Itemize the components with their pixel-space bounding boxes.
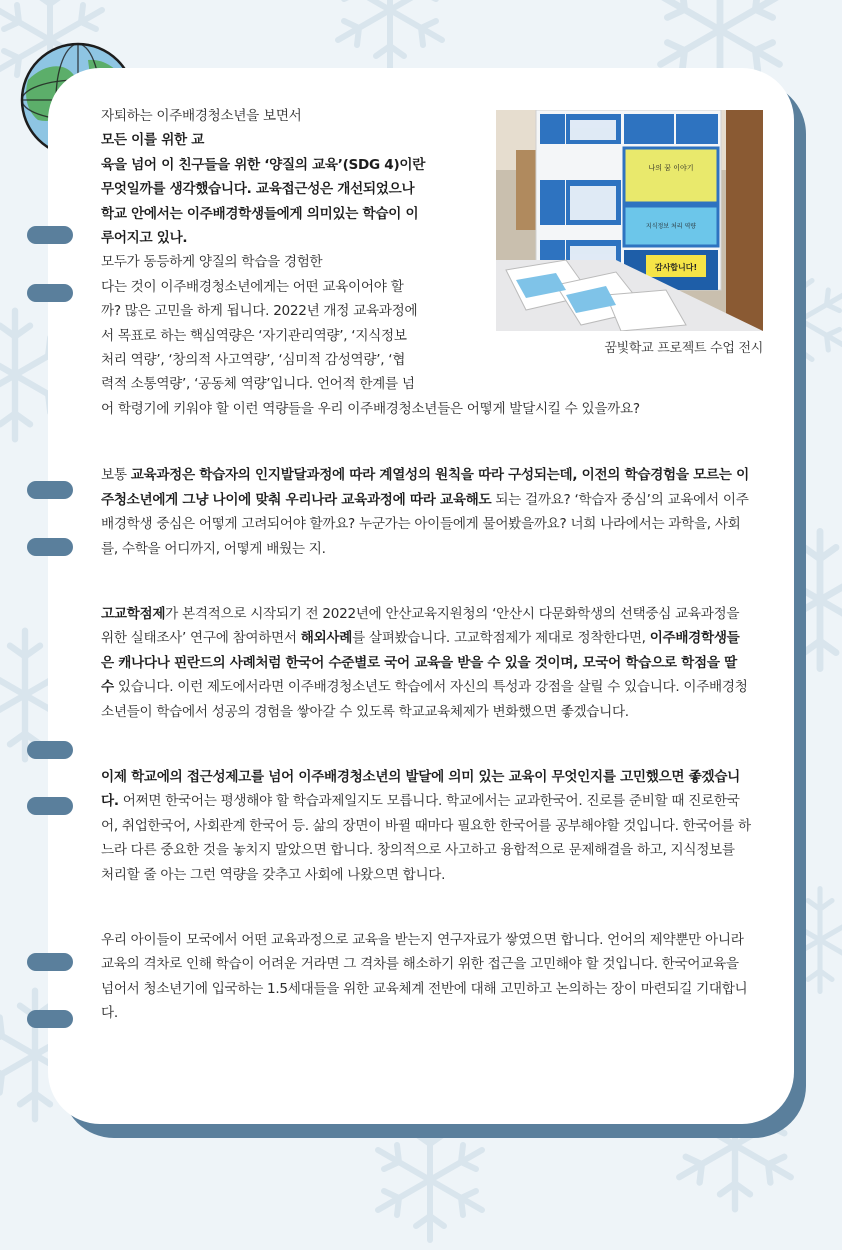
binder-ring xyxy=(27,481,73,499)
paragraph-1: 자퇴하는 이주배경청소년을 보면서 모든 이를 위한 교 육을 넘어 이 친구들을 위한 ‘양질의 교육’(SDG 4)이란 무엇일까를 생각했습니다. 교육접근성은 개선되었으나 학교 안에서는 이주배경학생들에게 의미있는 학습이 이 루어지고 있나. 모두가 동등하게 양질의 학습을 경험한 다는 것이 이주배경청소년에게는 어떤 교육이어야 할 까? 많은 고민을 하게 됩니다. 2022년 개정 교육과정에 서 목표로 하는 핵심역량은 ‘자기관리역량’, ‘지식정보 처리 역량’, ‘창의적 사고역량’, ‘심미적 감성역량’, ‘협 력적 소통역량’, ‘공동체 역량’입니다. 언어적 한계를 넘 어 학령기에 키워야 할 이런 역량들을 우리 이주배경청소년들은 어떻게 발달시킬 수 있을까요? xyxy=(101,108,640,417)
binder-ring xyxy=(27,538,73,556)
paragraph-2: 보통 교육과정은 학습자의 인지발달과정에 따라 계열성의 원칙을 따라 구성되는데, 이전의 학습경험을 모르는 이주청소년에게 그냥 나이에 맞춰 우리나라 교육과정에 따라 교육해도 되는 걸까요? ‘학습자 중심’의 교육에서 이주배경학생 중심은 어떻게 고려되어야 할까요? 누군가는 아이들에게 물어봤을까요? 너희 나라에서는 과학을, 사회를, 수학을 어디까지, 어떻게 배웠는 지. xyxy=(101,467,749,557)
paragraph-5: 우리 아이들이 모국에서 어떤 교육과정으로 교육을 받는지 연구자료가 쌓였으면 합니다. 언어의 제약뿐만 아니라 교육의 격차로 인해 학습이 어려운 거라면 그 격차를 해소하기 위한 접근을 고민해야 할 것입니다. 한국어교육을 넘어서 청소년기에 입국하는 1.5세대들을 위한 교육체계 전반에 대해 고민하고 논의하는 장이 마련되길 기대합니다. xyxy=(101,931,748,1022)
binder-ring xyxy=(27,1010,73,1028)
binder-ring xyxy=(27,953,73,971)
binder-ring xyxy=(27,797,73,815)
paragraph-4: 이제 학교에의 접근성제고를 넘어 이주배경청소년의 발달에 의미 있는 교육이 무엇인지를 고민했으면 좋겠습니다. 어쩌면 한국어는 평생해야 할 학습과제일지도 모릅니다. 학교에서는 교과한국어. 진로를 준비할 때 진로한국어, 취업한국어, 사회관계 한국어 등. 삶의 장면이 바뀔 때마다 필요한 한국어를 공부해야할 것입니다. 한국어를 하느라 다른 중요한 것을 놓치지 말았으면 합니다. 창의적으로 사고하고 융합적으로 문제해결을 하고, 지식정보를 처리할 줄 아는 그런 역량을 갖추고 사회에 나왔으면 합니다. xyxy=(101,768,751,883)
poster-text: 감사합니다! xyxy=(654,263,698,272)
article-body xyxy=(101,104,751,1026)
binder-ring xyxy=(27,226,73,244)
photo-caption: 꿈빛학교 프로젝트 수업 전시 xyxy=(604,341,763,356)
paragraph-3: 고교학점제가 본격적으로 시작되기 전 2022년에 안산교육지원청의 ‘안산시 다문화학생의 선택중심 교육과정을 위한 실태조사’ 연구에 참여하면서 해외사례를 살펴봤습니다. 고교학점제가 제대로 정착한다면, 이주배경학생들은 캐나다나 핀란드의 사례처럼 한국어 수준별로 국어 교육을 받을 수 있을 것이며, 모국어 학습으로 학점을 딸 수 있습니다. 이런 제도에서라면 이주배경청소년도 학습에서 자신의 특성과 강점을 살릴 수 있습니다. 이주배경청소년들이 학습에서 성공의 경험을 쌓아갈 수 있도록 학교교육체제가 변화했으면 좋겠습니다. xyxy=(101,605,748,720)
poster-text: 지식정보 처리 역량 xyxy=(645,223,697,230)
poster-text: 나의 꿈 이야기 xyxy=(648,164,694,172)
binder-ring xyxy=(27,741,73,759)
binder-ring xyxy=(27,284,73,302)
